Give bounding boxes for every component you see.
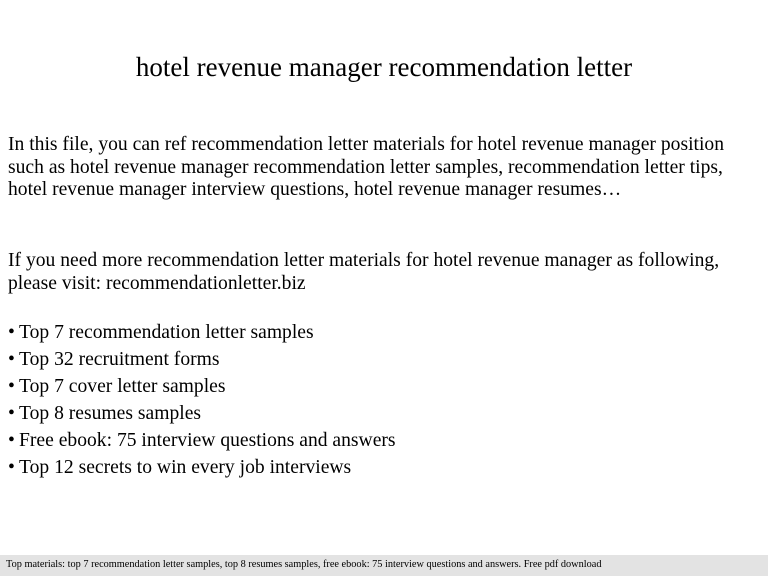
list-item xyxy=(8,374,396,401)
list-item xyxy=(8,347,396,374)
list-item-text: Top 8 resumes samples xyxy=(19,402,202,424)
list-item-text: Top 32 recruitment forms xyxy=(19,348,220,370)
list-item xyxy=(8,455,396,482)
list-item xyxy=(8,401,396,428)
site-link[interactable]: recommendationletter.biz xyxy=(105,272,306,294)
bullet-icon: • xyxy=(8,429,15,451)
bullet-icon: • xyxy=(8,456,15,478)
list-item xyxy=(8,320,396,347)
intro-paragraph: In this file, you can ref recommendation letter materials for hotel revenue manager position such as hotel revenue manager recommendation letter samples, recommendation letter tips, hotel revenue manager interview questions, hotel revenue manager resumes… xyxy=(8,134,724,201)
bullet-icon: • xyxy=(8,402,15,424)
bullet-icon: • xyxy=(8,375,15,397)
materials-list xyxy=(8,320,396,481)
list-item-text: Top 12 secrets to win every job interviews xyxy=(19,456,352,478)
bullet-icon: • xyxy=(8,348,15,370)
list-item-text: Top 7 recommendation letter samples xyxy=(19,322,314,343)
footer-text: Top materials: top 7 recommendation letter samples, top 8 resumes samples, free ebook: 75 interview questions and answers. Free pdf download xyxy=(6,559,602,570)
bullet-icon: • xyxy=(8,322,15,343)
visit-text: If you need more recommendation letter materials for hotel revenue manager as following, please visit: xyxy=(8,250,720,294)
page-title: hotel revenue manager recommendation letter xyxy=(135,52,633,82)
list-item-text: Free ebook: 75 interview questions and answers xyxy=(19,429,396,451)
visit-paragraph xyxy=(8,250,760,295)
list-item xyxy=(8,428,396,455)
list-item-text: Top 7 cover letter samples xyxy=(19,375,226,397)
